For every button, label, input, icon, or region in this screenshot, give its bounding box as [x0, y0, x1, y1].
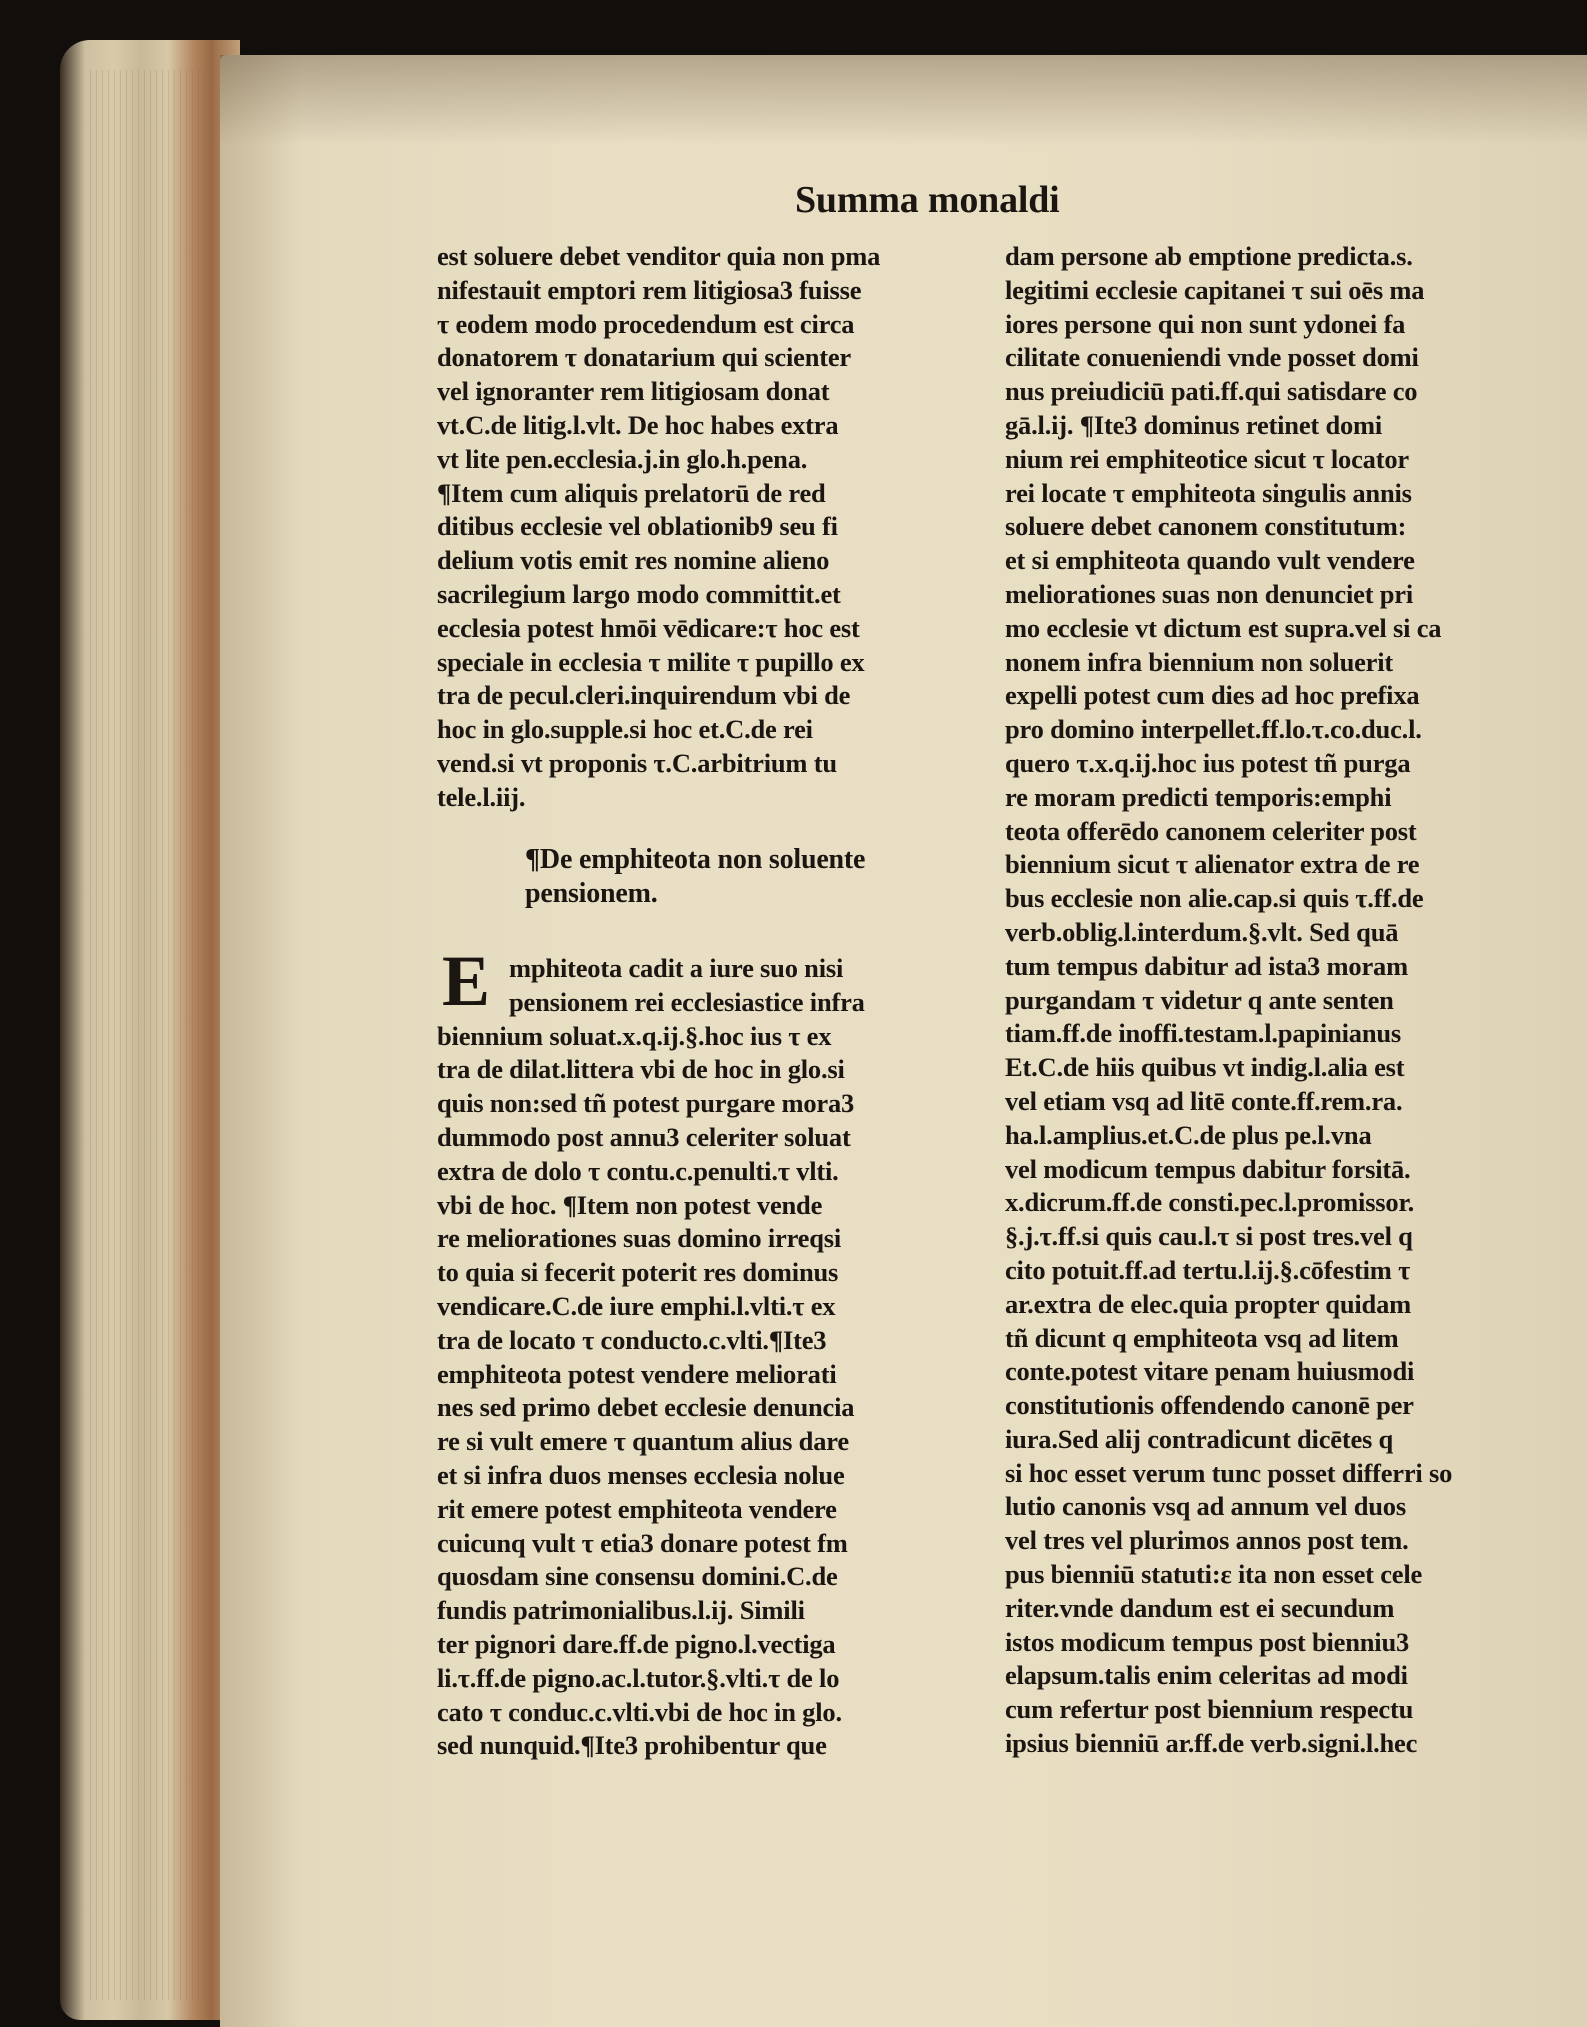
text-line: rit emere potest emphiteota vendere	[437, 1493, 837, 1524]
text-line: nus preiudiciū pati.ff.qui satisdare co	[1005, 376, 1418, 407]
page-edge-lines	[90, 70, 210, 2000]
text-line: bus ecclesie non alie.cap.si quis τ.ff.de	[1005, 883, 1424, 914]
text-line: purgandam τ videtur q ante senten	[1005, 984, 1394, 1015]
text-line: Et.C.de hiis quibus vt indig.l.alia est	[1005, 1052, 1405, 1083]
text-line: meliorationes suas non denunciet pri	[1005, 578, 1414, 609]
text-line: re meliorationes suas domino irreqsi	[437, 1223, 842, 1254]
text-line: tra de dilat.littera vbi de hoc in glo.si	[437, 1054, 845, 1085]
right-column	[1005, 240, 1540, 1761]
text-line: vel tres vel plurimos annos post tem.	[1005, 1525, 1409, 1556]
text-line: si hoc esset verum tunc posset differri so	[1005, 1457, 1453, 1488]
text-line: re si vult emere τ quantum alius dare	[437, 1426, 849, 1457]
text-line: iura.Sed alij contradicunt dicētes q	[1005, 1423, 1394, 1454]
text-line: to quia si fecerit poterit res dominus	[437, 1257, 839, 1288]
text-line: expelli potest cum dies ad hoc prefixa	[1005, 680, 1420, 711]
text-line: soluere debet canonem constitutum:	[1005, 511, 1407, 542]
text-line: quosdam sine consensu domini.C.de	[437, 1561, 838, 1592]
text-line: pensionem rei ecclesiastice infra	[509, 986, 865, 1017]
section-heading	[525, 843, 985, 911]
text-line: pro domino interpellet.ff.lo.τ.co.duc.l.	[1005, 714, 1422, 745]
text-line: vendicare.C.de iure emphi.l.vlti.τ ex	[437, 1290, 836, 1321]
text-line: elapsum.talis enim celeritas ad modi	[1005, 1660, 1408, 1691]
text-line: constitutionis offendendo canonē per	[1005, 1390, 1414, 1421]
text-line: quero τ.x.q.ij.hoc ius potest tñ purga	[1005, 747, 1411, 778]
text-line: rei locate τ emphiteota singulis annis	[1005, 477, 1412, 508]
text-line: donatorem τ donatarium qui scienter	[437, 342, 851, 373]
text-line: vend.si vt proponis τ.C.arbitrium tu	[437, 747, 837, 778]
text-line: sed nunquid.¶Ite3 prohibentur que	[437, 1730, 827, 1761]
page-top-shadow	[220, 55, 1587, 145]
text-line: mo ecclesie vt dictum est supra.vel si ca	[1005, 612, 1442, 643]
text-line: legitimi ecclesie capitanei τ sui oēs ma	[1005, 274, 1425, 305]
initial-letter: E	[442, 941, 491, 1021]
text-line: speciale in ecclesia τ milite τ pupillo ex	[437, 646, 865, 677]
text-line: nonem infra biennium non soluerit	[1005, 646, 1394, 677]
text-line: vel etiam vsq ad litē conte.ff.rem.ra.	[1005, 1085, 1403, 1116]
text-line: verb.oblig.l.interdum.§.vlt. Sed quā	[1005, 916, 1399, 947]
text-line: ecclesia potest hmōi vēdicare:τ hoc est	[437, 612, 860, 643]
text-line: ¶Item cum aliquis prelatorū de red	[437, 477, 826, 508]
text-line: cato τ conduc.c.vlti.vbi de hoc in glo.	[437, 1696, 842, 1727]
left-column-top	[437, 240, 982, 815]
text-line: vt lite pen.ecclesia.j.in glo.h.pena.	[437, 443, 808, 474]
text-line: teota offerēdo canonem celeriter post	[1005, 815, 1417, 846]
text-line: mphiteota cadit a iure suo nisi	[509, 953, 844, 983]
text-line: fundis patrimonialibus.l.ij. Simili	[437, 1595, 805, 1626]
text-line: vbi de hoc. ¶Item non potest vende	[437, 1189, 823, 1220]
text-line: istos modicum tempus post bienniu3	[1005, 1626, 1410, 1657]
text-line: cuicunq vult τ etia3 donare potest fm	[437, 1527, 848, 1558]
text-line: tum tempus dabitur ad ista3 moram	[1005, 950, 1408, 981]
text-line: lutio canonis vsq ad annum vel duos	[1005, 1491, 1406, 1522]
text-line: τ eodem modo procedendum est circa	[437, 308, 855, 339]
text-line: hoc in glo.supple.si hoc et.C.de rei	[437, 714, 813, 745]
text-line: pus bienniū statuti:ε ita non esset cele	[1005, 1559, 1423, 1590]
text-line: tele.l.iij.	[437, 781, 526, 812]
text-line: quis non:sed tñ potest purgare mora3	[437, 1088, 855, 1119]
text-line: ¶De emphiteota non soluente	[525, 844, 866, 875]
text-line: est soluere debet venditor quia non pma	[437, 241, 881, 271]
text-line: biennium soluat.x.q.ij.§.hoc ius τ ex	[437, 1020, 832, 1051]
text-line: vel modicum tempus dabitur forsitā.	[1005, 1153, 1411, 1184]
text-line: ar.extra de elec.quia propter quidam	[1005, 1288, 1411, 1319]
text-line: nifestauit emptori rem litigiosa3 fuisse	[437, 274, 862, 305]
text-line: tñ dicunt q emphiteota vsq ad litem	[1005, 1322, 1399, 1353]
text-line: nium rei emphiteotice sicut τ locator	[1005, 443, 1409, 474]
text-line: li.τ.ff.de pigno.ac.l.tutor.§.vlti.τ de lo	[437, 1662, 840, 1693]
text-line: iores persone qui non sunt ydonei fa	[1005, 308, 1406, 339]
text-line: ditibus ecclesie vel oblationib9 seu fi	[437, 511, 838, 542]
text-line: x.dicrum.ff.de consti.pec.l.promissor.	[1005, 1187, 1415, 1218]
text-line: et si infra duos menses ecclesia nolue	[437, 1459, 845, 1490]
text-line: cito potuit.ff.ad tertu.l.ij.§.cōfestim τ	[1005, 1254, 1411, 1285]
text-line: ter pignori dare.ff.de pigno.l.vectiga	[437, 1628, 836, 1659]
text-line: ipsius bienniū ar.ff.de verb.signi.l.hec	[1005, 1728, 1418, 1759]
text-line: dummodo post annu3 celeriter soluat	[437, 1121, 851, 1152]
text-line: vel ignoranter rem litigiosam donat	[437, 376, 830, 407]
text-line: riter.vnde dandum est ei secundum	[1005, 1592, 1395, 1623]
text-line: cum refertur post biennium respectu	[1005, 1694, 1414, 1725]
text-line: vt.C.de litig.l.vlt. De hoc habes extra	[437, 409, 839, 440]
text-line: et si emphiteota quando vult vendere	[1005, 545, 1415, 576]
text-line: nes sed primo debet ecclesie denuncia	[437, 1392, 855, 1423]
text-line: tra de locato τ conducto.c.vlti.¶Ite3	[437, 1324, 827, 1355]
text-line: extra de dolo τ contu.c.penulti.τ vlti.	[437, 1155, 839, 1186]
left-column-bottom	[437, 952, 982, 1763]
text-line: biennium sicut τ alienator extra de re	[1005, 849, 1420, 880]
text-line: §.j.τ.ff.si quis cau.l.τ si post tres.vel q	[1005, 1221, 1413, 1252]
running-head: Summa monaldi	[795, 179, 1060, 221]
text-line: gā.l.ij. ¶Ite3 dominus retinet domi	[1005, 409, 1383, 440]
text-line: cilitate conueniendi vnde posset domi	[1005, 342, 1419, 373]
text-line: emphiteota potest vendere meliorati	[437, 1358, 837, 1389]
text-line: dam persone ab emptione predicta.s.	[1005, 241, 1413, 271]
text-line: ha.l.amplius.et.C.de plus pe.l.vna	[1005, 1119, 1372, 1150]
text-line: delium votis emit res nomine alieno	[437, 545, 830, 576]
text-line: re moram predicti temporis:emphi	[1005, 781, 1392, 812]
text-line: pensionem.	[525, 878, 658, 909]
text-line: tiam.ff.de inoffi.testam.l.papinianus	[1005, 1018, 1402, 1049]
text-line: conte.potest vitare penam huiusmodi	[1005, 1356, 1415, 1387]
text-line: tra de pecul.cleri.inquirendum vbi de	[437, 680, 851, 711]
text-line: sacrilegium largo modo committit.et	[437, 578, 841, 609]
